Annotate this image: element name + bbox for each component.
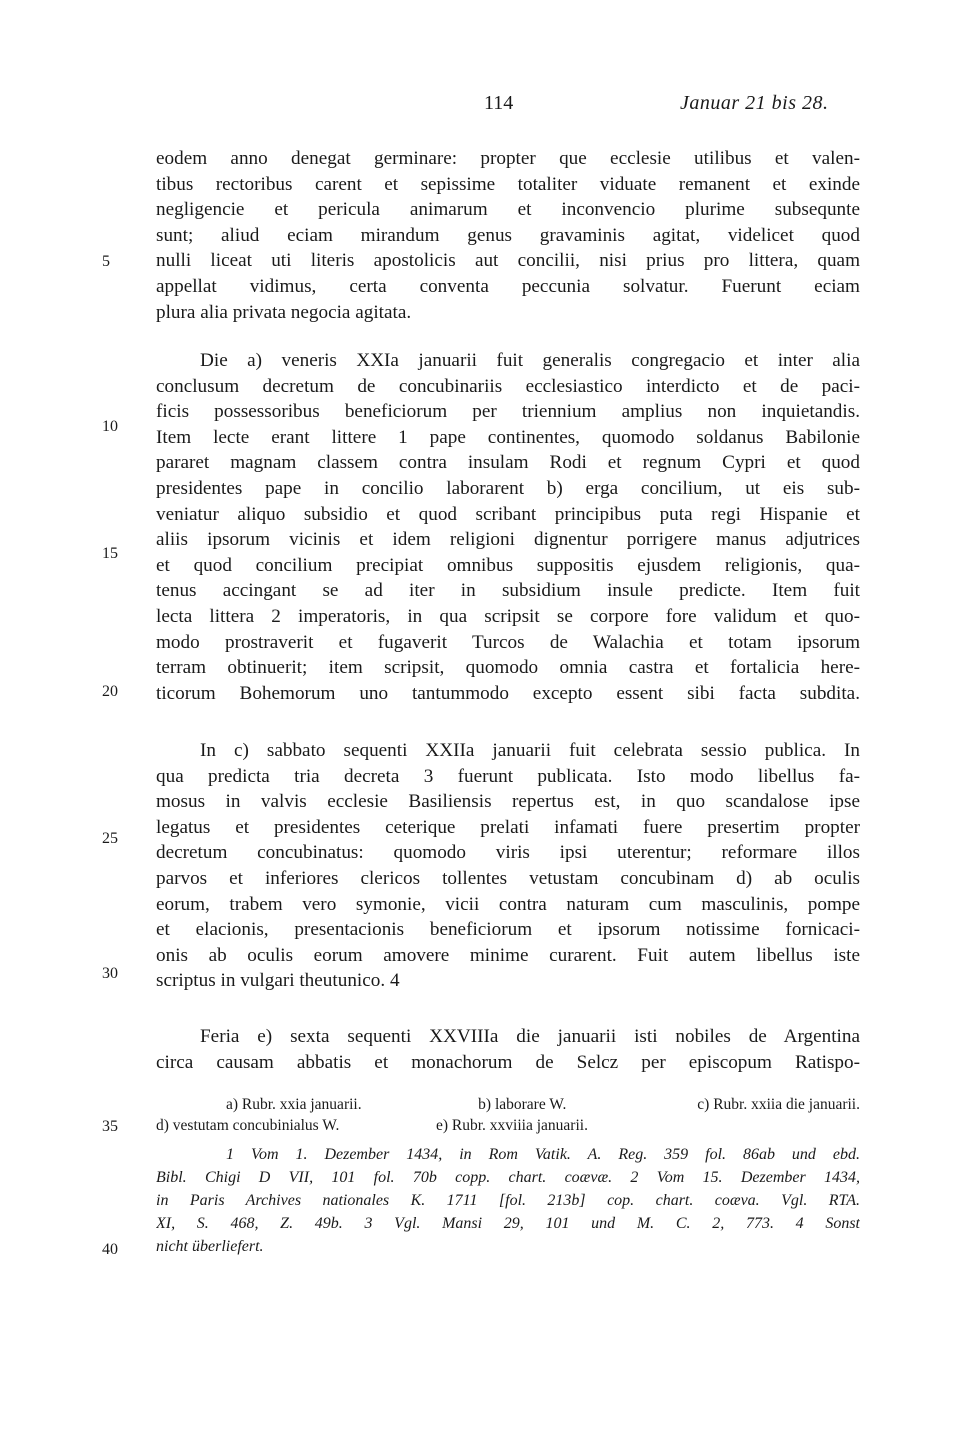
paragraph-4 (156, 1024, 860, 1075)
text-line: onis ab oculis eorum amovere minime curarent. Fuit autem libellus iste (156, 944, 860, 966)
variant-note-d: d) vestutam concubinialus W. (156, 1117, 340, 1134)
line-number-5: 5 (102, 253, 110, 270)
variant-note-e: e) Rubr. xxviiia januarii. (436, 1117, 588, 1134)
text-line: scriptus in vulgari theutunico. 4 (156, 970, 400, 992)
text-line: Feria e) sexta sequenti XXVIIIa die januarii isti nobiles de Argentina (200, 1026, 860, 1047)
text-line: modo prostraverit et fugaverit Turcos de Walachia et totam ipsorum (156, 631, 860, 653)
text-line: appellat vidimus, certa conventa peccunia solvatur. Fuerunt eciam (156, 275, 860, 297)
paragraph-1 (156, 146, 860, 325)
footnote-line: XI, S. 468, Z. 49b. 3 Vgl. Mansi 29, 101 und M. C. 2, 773. 4 Sonst (156, 1215, 860, 1232)
footnote-line: nicht überliefert. (156, 1238, 264, 1255)
line-number-25: 25 (102, 830, 118, 847)
text-line: legatus et presidentes ceterique prelati infamati fuere presertim propter (156, 816, 860, 838)
text-line: eorum, trabem vero symonie, vicii contra naturam cum masculinis, pompe (156, 893, 860, 915)
text-line: veniatur aliquo subsidio et quod scribant principibus puta regi Hispanie et (156, 503, 860, 525)
line-number-20: 20 (102, 683, 118, 700)
text-line: tibus rectoribus carent et sepissime totaliter viduate remanent et exinde (156, 173, 860, 195)
text-line: et quod concilium precipiat omnibus suppositis ejusdem religionis, qua- (156, 554, 860, 576)
paragraph-2 (156, 348, 860, 706)
variant-note-a: a) Rubr. xxia januarii. (226, 1096, 362, 1113)
text-line: eodem anno denegat germinare: propter que ecclesie utilibus et valen- (156, 148, 860, 169)
text-line: presidentes pape in concilio laborarent b) erga concilium, ut eis sub- (156, 477, 860, 499)
line-number-10: 10 (102, 418, 118, 435)
text-line: decretum concubinatus: quomodo viris ipsi uterentur; reformare illos (156, 842, 860, 864)
text-line: aliis ipsorum vicinis et idem religioni dignentur porrigere manus adjutrices (156, 529, 860, 551)
text-line: ficis possessoribus beneficiorum per triennium amplius non inquietandis. (156, 401, 860, 423)
text-line: pararet magnam classem contra insulam Rodi et regnum Cypri et quod (156, 452, 860, 474)
footnote-line: Bibl. Chigi D VII, 101 fol. 70b copp. chart. coævæ. 2 Vom 15. Dezember 1434, (156, 1169, 860, 1186)
text-line: et elacionis, presentacionis beneficiorum et ipsorum notissime fornicaci- (156, 919, 860, 941)
line-number-30: 30 (102, 965, 118, 982)
line-number-15: 15 (102, 545, 118, 562)
line-number-40: 40 (102, 1241, 118, 1258)
text-line: Die a) veneris XXIa januarii fuit generalis congregacio et inter alia (200, 350, 860, 371)
text-line: sunt; aliud eciam mirandum genus gravaminis agitat, videlicet quod (156, 224, 860, 246)
text-line: plura alia privata negocia agitata. (156, 301, 412, 323)
paragraph-3 (156, 738, 860, 994)
variant-apparatus (156, 1094, 860, 1136)
variant-note-c: c) Rubr. xxiia die januarii. (697, 1096, 860, 1113)
text-line: terram obtinuerit; item scripsit, quomodo omnia castra et fortalicia here- (156, 657, 860, 679)
text-line: nulli liceat uti literis apostolicis aut concilii, nisi prius pro littera, quam (156, 250, 860, 272)
text-line: lecta littera 2 imperatoris, in qua scripsit se corpore fore validum et quo- (156, 605, 860, 627)
footnotes (156, 1143, 860, 1258)
text-line: tenus accingant se ad iter in subsidium insule predicte. Item fuit (156, 580, 860, 602)
footnote-line: 1 Vom 1. Dezember 1434, in Rom Vatik. A. Reg. 359 fol. 86ab und ebd. (226, 1146, 860, 1163)
running-title: Januar 21 bis 28. (680, 92, 829, 114)
text-line: mosus in valvis ecclesie Basiliensis repertus est, in quo scandalose ipse (156, 791, 860, 813)
variant-row (156, 1094, 860, 1115)
page-number: 114 (484, 92, 514, 114)
text-line: negligencie et pericula animarum et inconvencio plurime subsequnte (156, 199, 860, 221)
line-number-35: 35 (102, 1118, 118, 1135)
text-line: In c) sabbato sequenti XXIIa januarii fuit celebrata sessio publica. In (200, 740, 860, 761)
variant-note-b: b) laborare W. (478, 1096, 567, 1113)
text-line: ticorum Bohemorum uno tantummodo excepto essent sibi facta subdita. (156, 682, 860, 704)
footnote-line: in Paris Archives nationales K. 1711 [fol. 213b] cop. chart. coæva. Vgl. RTA. (156, 1192, 860, 1209)
variant-row (156, 1115, 860, 1136)
text-line: conclusum decretum de concubinariis ecclesiastico interdicto et de paci- (156, 375, 860, 397)
text-line: Item lecte erant littere 1 pape continentes, quomodo soldanus Babilonie (156, 426, 860, 448)
text-line: parvos et inferiores clericos tollentes vetustam concubinam d) ab oculis (156, 867, 860, 889)
text-line: qua predicta tria decreta 3 fuerunt publicata. Isto modo libellus fa- (156, 765, 860, 787)
text-line: circa causam abbatis et monachorum de Selcz per episcopum Ratispo- (156, 1051, 860, 1073)
